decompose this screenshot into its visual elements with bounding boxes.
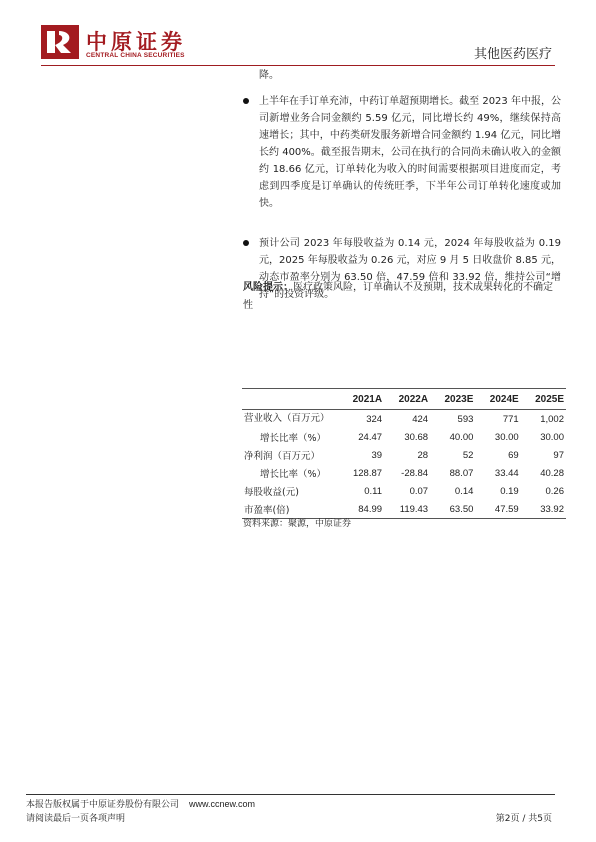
bullet-dot-icon <box>243 240 249 246</box>
bullet-text: 预计公司 2023 年每股收益为 0.14 元，2024 年每股收益为 0.19 元，2025 年每股收益为 0.26 元，对应 9 月 5 日收盘价 8.85 元，动态市盈率分别为 63.50 倍，47.59 倍和 33.92 倍，维持公司“增持”的投资评级。 <box>259 238 561 300</box>
table-cell: 63.50 <box>430 500 475 519</box>
page-header <box>0 0 596 68</box>
table-cell: 84.99 <box>338 500 384 519</box>
row-label: 每股收益(元) <box>244 487 299 498</box>
footer-website-link[interactable]: www.ccnew.com <box>189 799 256 809</box>
table-cell: 40.00 <box>449 431 474 443</box>
table-cell: 128.87 <box>352 467 383 479</box>
table-cell: 0.26 <box>545 485 564 497</box>
row-label: 净利润（百万元） <box>244 451 321 462</box>
risk-text: 医疗政策风险，订单确认不及预期，技术成果转化的不确定性 <box>243 282 553 311</box>
table-cell: 771 <box>502 413 519 425</box>
table-cell: 47.59 <box>475 500 520 519</box>
table-cell: 97 <box>553 449 564 461</box>
table-cell: 69 <box>508 449 519 461</box>
table-cell: 88.07 <box>449 467 474 479</box>
bullet-dot-icon <box>243 98 249 104</box>
table-cell: 0.11 <box>364 485 383 497</box>
header-divider <box>41 65 555 66</box>
table-header-cell: 2025E <box>521 389 566 410</box>
table-cell: 30.68 <box>404 431 429 443</box>
footer-disclaimer: 请阅读最后一页各项声明 <box>26 814 126 824</box>
risk-warning <box>243 279 561 315</box>
table-cell: 324 <box>366 413 383 425</box>
footer-copyright-line <box>26 797 255 810</box>
table-cell: 33.92 <box>521 500 566 519</box>
table-row <box>242 464 566 482</box>
table-cell: 40.28 <box>540 467 564 479</box>
table-cell: 424 <box>412 413 429 425</box>
table-cell: 1,002 <box>540 413 564 425</box>
table-header-cell: 2022A <box>384 389 430 410</box>
table-cell: 0.19 <box>500 485 519 497</box>
table-header-cell <box>242 389 338 410</box>
bullet-paragraph <box>243 93 561 212</box>
logo-chinese-name: 中原证券 <box>86 29 186 54</box>
table-cell: 24.47 <box>358 431 383 443</box>
table-header-cell: 2024E <box>475 389 520 410</box>
table-cell: 52 <box>462 449 474 461</box>
industry-label: 其他医药医疗 <box>473 47 552 62</box>
row-label: 营业收入（百万元） <box>244 413 330 424</box>
table-row <box>242 482 566 500</box>
table-row <box>242 446 566 464</box>
footer-copyright: 本报告版权属于中原证券股份有限公司 <box>26 800 180 810</box>
table-row <box>242 428 566 446</box>
footer-divider <box>26 794 555 795</box>
risk-title: 风险提示： <box>243 282 293 293</box>
row-label: 市盈率(倍) <box>242 500 338 519</box>
logo-english-name: CENTRAL CHINA SECURITIES <box>86 52 185 59</box>
table-header-row <box>242 389 566 410</box>
table-source-note: 资料来源：聚源，中原证券 <box>243 519 352 529</box>
table-cell: 30.00 <box>540 431 564 443</box>
table-cell: 39 <box>371 449 383 461</box>
row-label: 增长比率（%） <box>260 469 327 480</box>
row-label: 增长比率（%） <box>260 433 327 444</box>
table-cell: 33.44 <box>494 467 519 479</box>
table-cell: 119.43 <box>384 500 430 519</box>
table-cell: 0.07 <box>409 485 429 497</box>
table-cell: 30.00 <box>494 431 519 443</box>
page-number: 第2页 / 共5页 <box>495 814 552 824</box>
table-header-cell: 2023E <box>430 389 475 410</box>
table-cell: 593 <box>457 413 474 425</box>
financial-forecast-table <box>242 388 566 519</box>
table-row <box>242 410 566 429</box>
table-header-cell: 2021A <box>338 389 384 410</box>
table-cell: -28.84 <box>401 467 429 479</box>
company-logo-icon <box>41 25 79 59</box>
table-cell: 28 <box>417 449 429 461</box>
table-cell: 0.14 <box>454 485 474 497</box>
bullet-text: 上半年在手订单充沛，中药订单超预期增长。截至 2023 年中报，公司新增业务合同金额约 5.59 亿元，同比增长约 49%，继续保持高速增长；其中，中药类研发服务新增合同金额约 1.94 亿元，同比增长约 400%。截至报告期末，公司在执行的合同尚未确认收入的金额约 18.66 亿元，订单转化为收入的时间需要根据项目进度而定，考虑到四季度是订单确认的传统旺季，下半年公司订单转化速度或加快。 <box>259 96 561 209</box>
continued-text: 降。 <box>259 70 279 81</box>
